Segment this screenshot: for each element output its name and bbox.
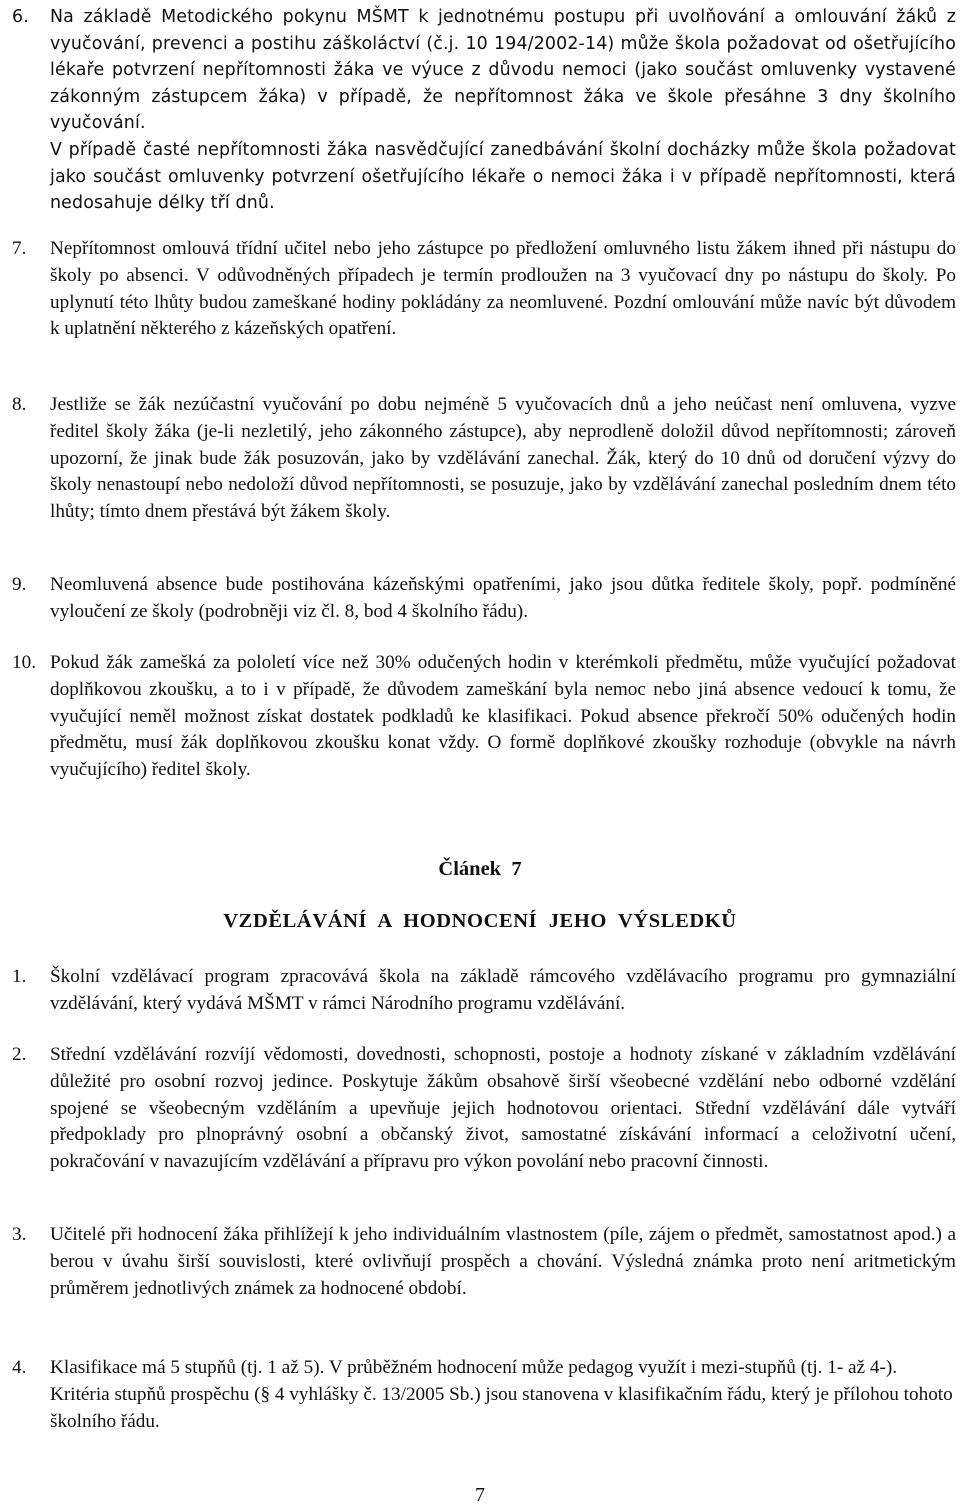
list-item-9 xyxy=(12,572,956,626)
item-number: 4. xyxy=(12,1357,27,1378)
paragraph: Jestliže se žák nezúčastní vyučování po dobu nejméně 5 vyučovacích dnů a jeho neúčast není omluvena, vyzve ředitel školy žáka (je-li nezletilý, jeho zákonného zástupce), aby neprodleně doložil důvod nepřítomnosti; zároveň upozorní, že jinak bude žák posuzován, jako by vzdělávání zanechal. Žák, který do 10 dnů od doručení výzvy do školy nenastoupí nebo nedoloží důvod nepřítomnosti, se posuzuje, jako by vzdělávání zanechal posledním dnem této lhůty; tímto dnem přestává být žákem školy. xyxy=(50,394,956,523)
paragraph: V případě časté nepřítomnosti žáka nasvědčující zanedbávání školní docházky může škola požadovat jako součást omluvenky potvrzení ošetřujícího lékaře o nemoci žáka i v případě nepřítomnosti, která nedosahuje délky tří dnů. xyxy=(50,139,956,214)
article-label: Článek 7 xyxy=(438,858,522,880)
article-item-1 xyxy=(12,964,956,1018)
item-number: 3. xyxy=(12,1224,27,1245)
item-number: 7. xyxy=(12,238,27,259)
list-item-10 xyxy=(12,650,956,784)
paragraph: Nepřítomnost omlouvá třídní učitel nebo jeho zástupce po předložení omluvného listu žákem ihned při nástupu do školy po absenci. V odůvodněných případech je termín prodloužen na 3 vyučovací dny po nástupu do školy. Po uplynutí této lhůty budou zameškané hodiny pokládány za neomluvené. Pozdní omlouvání může navíc být důvodem k uplatnění některého z kázeňských opatření. xyxy=(50,238,956,340)
paragraph: Učitelé při hodnocení žáka přihlížejí k jeho individuálním vlastnostem (píle, zájem o předmět, samostatnost apod.) a berou v úvahu širší souvislosti, které ovlivňují prospěch a chování. Výsledná známka proto není aritmetickým průměrem jednotlivých známek za hodnocené období. xyxy=(50,1224,956,1299)
list-item-6 xyxy=(12,4,956,217)
paragraph: Pokud žák zamešká za pololetí více než 30% odučených hodin v kterémkoli předmětu, může vyučující požadovat doplňkovou zkoušku, a to i v případě, že důvodem zameškání byla nemoc nebo jiná absence vedoucí k tomu, že vyučující neměl možnost získat dostatek podkladů ke klasifikaci. Pokud absence překročí 50% odučených hodin předmětu, musí žák doplňkovou zkoušku konat vždy. O formě doplňkové zkoušky rozhoduje (obvykle na návrh vyučujícího) ředitel školy. xyxy=(50,652,956,781)
item-number: 10. xyxy=(12,652,36,673)
item-body xyxy=(50,1355,956,1435)
page-number: 7 xyxy=(475,1484,485,1506)
item-body xyxy=(50,1042,956,1176)
paragraph: Klasifikace má 5 stupňů (tj. 1 až 5). V průběžném hodnocení může pedagog využít i mezi-stupňů (tj. 1- až 4-). xyxy=(50,1357,898,1378)
item-body xyxy=(50,572,956,626)
paragraph: Školní vzdělávací program zpracovává škola na základě rámcového vzdělávacího programu pro gymnaziální vzdělávání, který vydává MŠMT v rámci Národního programu vzdělávání. xyxy=(50,966,956,1014)
article-title: VZDĚLÁVÁNÍ A HODNOCENÍ JEHO VÝSLEDKŮ xyxy=(223,910,737,932)
item-body xyxy=(50,4,956,217)
item-body xyxy=(50,236,956,343)
item-body xyxy=(50,650,956,784)
article-item-4 xyxy=(12,1355,956,1435)
item-body xyxy=(50,964,956,1018)
list-item-8 xyxy=(12,392,956,526)
paragraph: Na základě Metodického pokynu MŠMT k jednotnému postupu při uvolňování a omlouvání žáků z vyučování, prevenci a postihu záškoláctví (č.j. 10 194/2002-14) může škola požadovat od ošetřujícího lékaře potvrzení nepřítomnosti žáka ve výuce z důvodu nemoci (jako součást omluvenky vystavené zákonným zástupcem žáka) v případě, že nepřítomnost žáka ve škole přesáhne 3 dny školního vyučování. xyxy=(50,7,956,134)
item-body xyxy=(50,392,956,526)
paragraph: Neomluvená absence bude postihována kázeňskými opatřeními, jako jsou důtka ředitele školy, popř. podmíněné vyloučení ze školy (podrobněji viz čl. 8, bod 4 školního řádu). xyxy=(50,574,956,622)
item-body xyxy=(50,1222,956,1302)
item-number: 8. xyxy=(12,394,27,415)
article-item-2 xyxy=(12,1042,956,1176)
item-number: 6. xyxy=(12,7,29,27)
article-item-3 xyxy=(12,1222,956,1302)
paragraph: Střední vzdělávání rozvíjí vědomosti, dovednosti, schopnosti, postoje a hodnoty získané v základním vzdělávání důležité pro osobní rozvoj jedince. Poskytuje žákům obsahově širší všeobecné vzdělání nebo odborné vzdělání spojené se všeobecným vzděláním a upevňuje jejich hodnotovou orientaci. Střední vzdělávání dále vytváří předpoklady pro plnoprávný osobní a občanský život, samostatné získávání informací a celoživotní učení, pokračování v navazujícím vzdělávání a přípravu pro výkon povolání nebo pracovní činnosti. xyxy=(50,1044,956,1173)
item-number: 2. xyxy=(12,1044,27,1065)
list-item-7 xyxy=(12,236,956,343)
item-number: 9. xyxy=(12,574,27,595)
paragraph: Kritéria stupňů prospěchu (§ 4 vyhlášky č. 13/2005 Sb.) jsou stanovena v klasifikačním řádu, který je přílohou tohoto školního řádu. xyxy=(50,1383,953,1432)
item-number: 1. xyxy=(12,966,27,987)
